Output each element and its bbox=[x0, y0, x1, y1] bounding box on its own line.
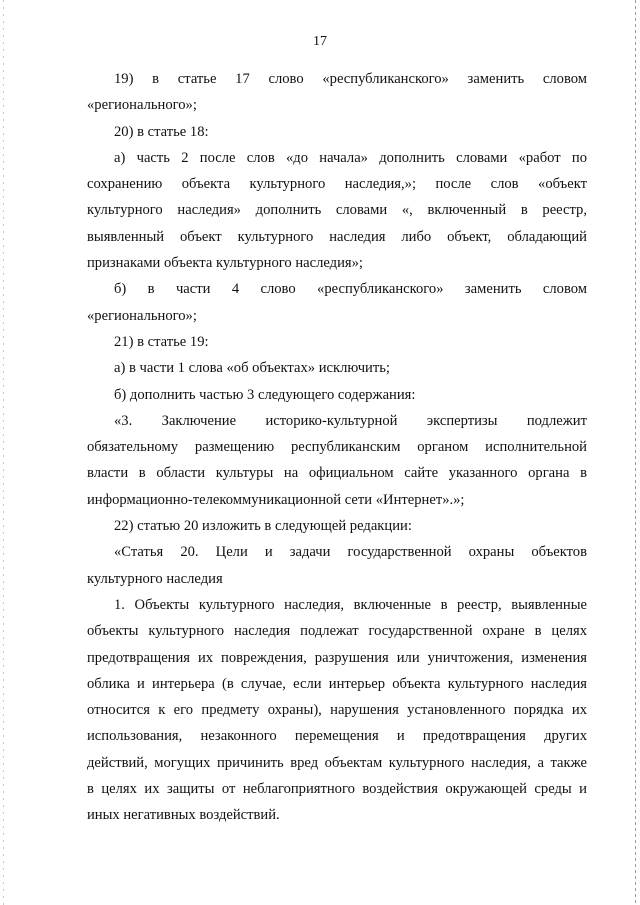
text-line: 20) в статье 18: bbox=[114, 123, 209, 140]
text-line: «3. Заключение историко-культурной экспертизы подлежит bbox=[114, 412, 587, 429]
text-line: обязательному размещению республиканским органом исполнительной bbox=[87, 439, 587, 456]
text-line: объекты культурного наследия подлежат государственной охране в целях bbox=[87, 623, 587, 640]
text-line: б) дополнить частью 3 следующего содержания: bbox=[114, 386, 416, 403]
text-line: а) в части 1 слова «об объектах» исключить; bbox=[114, 360, 390, 377]
text-line: выявленный объект культурного наследия либо объект, обладающий bbox=[87, 228, 587, 245]
text-line: б) в части 4 слово «республиканского» заменить словом bbox=[114, 281, 587, 298]
text-line: 19) в статье 17 слово «республиканского» заменить словом bbox=[114, 71, 587, 87]
text-line: 22) статью 20 изложить в следующей редакции: bbox=[114, 518, 412, 535]
text-line: а) часть 2 после слов «до начала» дополнить словами «работ по bbox=[114, 149, 587, 166]
text-line: предотвращения их повреждения, разрушения или уничтожения, изменения bbox=[87, 649, 587, 666]
text-line: информационно-телекоммуникационной сети «Интернет».»; bbox=[87, 491, 465, 508]
scan-edge-left bbox=[3, 0, 4, 905]
text-line: иных негативных воздействий. bbox=[87, 807, 280, 824]
text-line: 1. Объекты культурного наследия, включенные в реестр, выявленные bbox=[114, 596, 587, 613]
text-line: культурного наследия» дополнить словами «, включенный в реестр, bbox=[87, 202, 587, 219]
text-line: 21) в статье 19: bbox=[114, 333, 209, 350]
text-line: сохранению объекта культурного наследия,»; после слов «объект bbox=[87, 176, 587, 193]
text-line: использования, незаконного перемещения и предотвращения других bbox=[87, 728, 587, 745]
text-line: «Статья 20. Цели и задачи государственной охраны объектов bbox=[114, 544, 587, 561]
text-line: относится к его предмету охраны), нарушения установленного порядка их bbox=[87, 702, 587, 719]
text-line: культурного наследия bbox=[87, 570, 223, 587]
text-line: «регионального»; bbox=[87, 97, 197, 114]
page-number: 17 bbox=[313, 34, 327, 49]
text-line: «регионального»; bbox=[87, 307, 197, 324]
text-line: в целях их защиты от неблагоприятного воздействия окружающей среды и bbox=[87, 781, 587, 798]
document-body bbox=[87, 66, 587, 829]
scan-edge-right bbox=[635, 0, 636, 905]
text-line: власти в области культуры на официальном сайте указанного органа в bbox=[87, 465, 587, 482]
text-line: действий, могущих причинить вред объектам культурного наследия, а также bbox=[87, 754, 587, 771]
text-line: облика и интерьера (в случае, если интерьер объекта культурного наследия bbox=[87, 675, 587, 692]
text-line: признаками объекта культурного наследия»; bbox=[87, 255, 363, 272]
